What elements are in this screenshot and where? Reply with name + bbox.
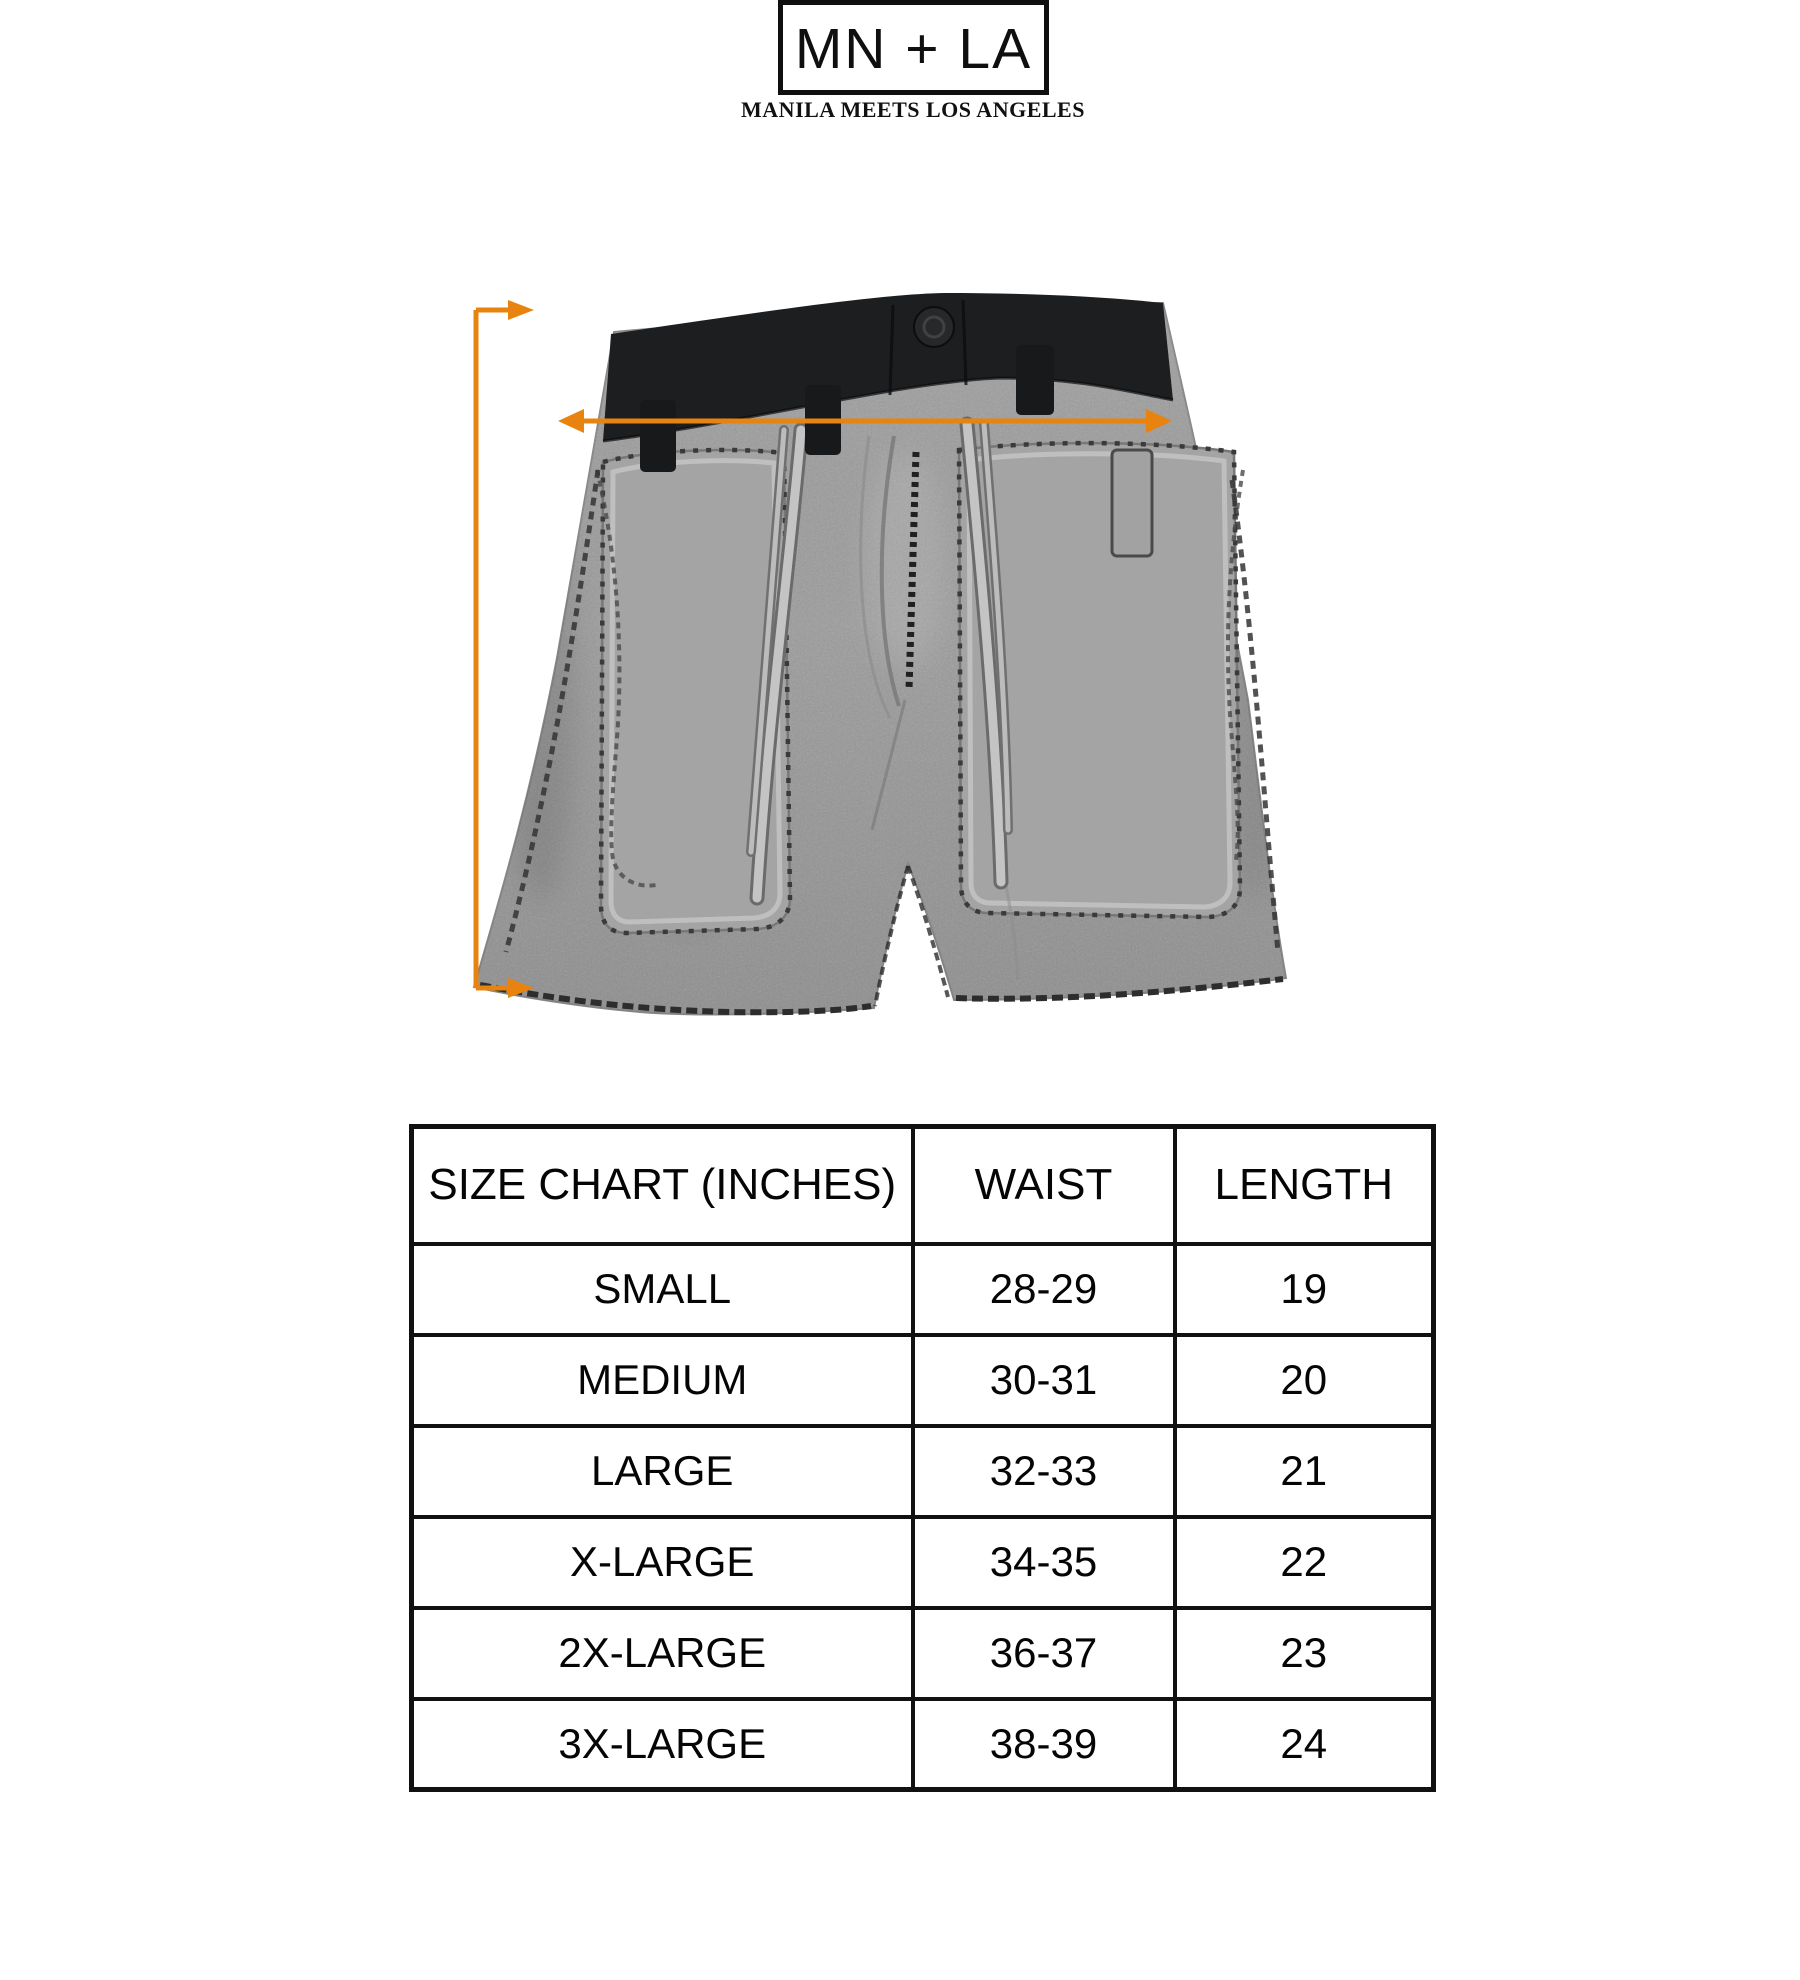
waist-button-icon xyxy=(914,307,954,347)
table-row-small xyxy=(412,1244,1434,1335)
size-cell: 3X-LARGE xyxy=(412,1699,913,1790)
waist-cell: 38-39 xyxy=(913,1699,1175,1790)
length-cell: 19 xyxy=(1175,1244,1434,1335)
waist-cell: 32-33 xyxy=(913,1426,1175,1517)
brand-logo-text: MN + LA xyxy=(794,16,1033,81)
size-cell: X-LARGE xyxy=(412,1517,913,1608)
column-header-size: SIZE CHART (INCHES) xyxy=(412,1127,913,1244)
shorts-illustration xyxy=(380,200,1420,1050)
length-cell: 22 xyxy=(1175,1517,1434,1608)
length-cell: 21 xyxy=(1175,1426,1434,1517)
brand-logo-box xyxy=(778,0,1049,95)
belt-loop xyxy=(640,400,676,472)
size-cell: SMALL xyxy=(412,1244,913,1335)
size-cell: 2X-LARGE xyxy=(412,1608,913,1699)
length-cell: 23 xyxy=(1175,1608,1434,1699)
size-cell: LARGE xyxy=(412,1426,913,1517)
table-row-2x-large xyxy=(412,1608,1434,1699)
column-header-waist: WAIST xyxy=(913,1127,1175,1244)
size-cell: MEDIUM xyxy=(412,1335,913,1426)
table-row-medium xyxy=(412,1335,1434,1426)
shorts-body xyxy=(380,200,1420,1050)
waist-cell: 36-37 xyxy=(913,1608,1175,1699)
length-cell: 20 xyxy=(1175,1335,1434,1426)
belt-loop xyxy=(1112,450,1152,556)
waist-cell: 28-29 xyxy=(913,1244,1175,1335)
waist-cell: 34-35 xyxy=(913,1517,1175,1608)
product-photo xyxy=(380,200,1420,1050)
belt-loop xyxy=(1016,345,1054,415)
waist-cell: 30-31 xyxy=(913,1335,1175,1426)
table-row-x-large xyxy=(412,1517,1434,1608)
brand-tagline: MANILA MEETS LOS ANGELES xyxy=(741,97,1085,122)
length-cell: 24 xyxy=(1175,1699,1434,1790)
column-header-length: LENGTH xyxy=(1175,1127,1434,1244)
table-row-3x-large xyxy=(412,1699,1434,1790)
table-row-large xyxy=(412,1426,1434,1517)
size-chart-table xyxy=(409,1124,1436,1792)
size-chart-header-row xyxy=(412,1127,1434,1244)
